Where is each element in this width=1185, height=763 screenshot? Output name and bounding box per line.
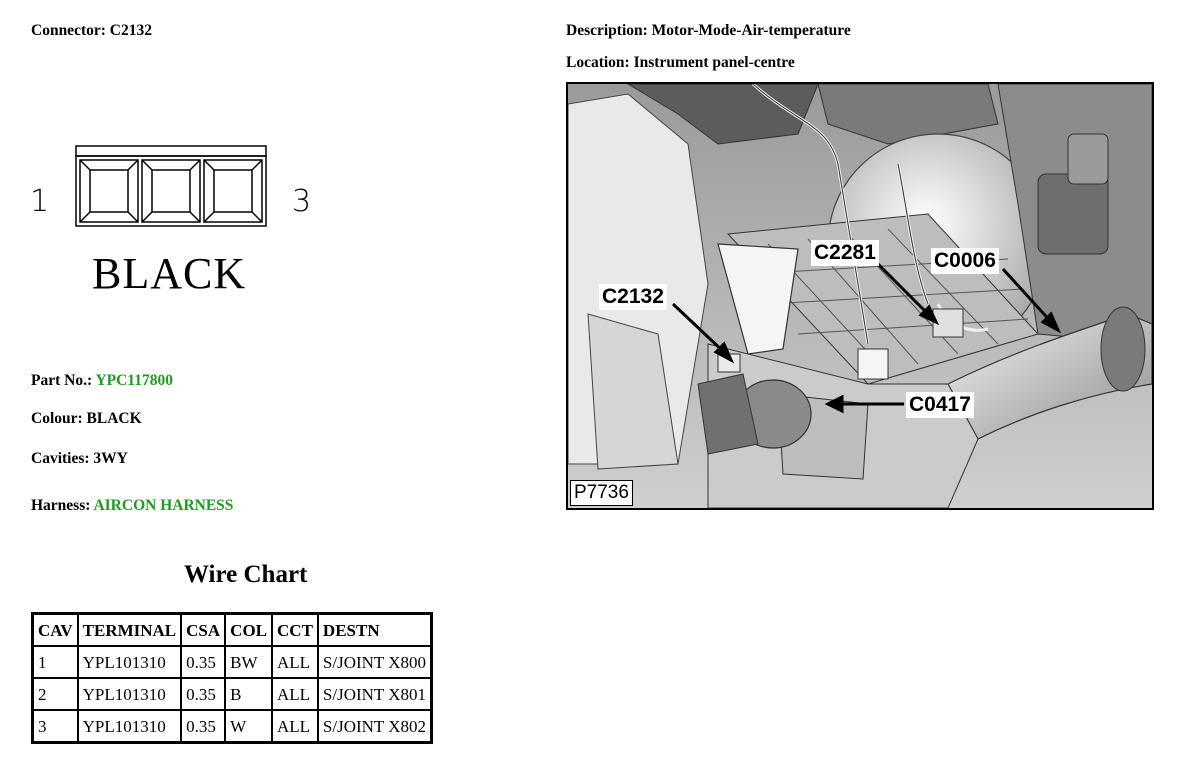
cavities-value: 3WY bbox=[93, 450, 128, 467]
column-header-cav: CAV bbox=[33, 614, 78, 647]
colour-line bbox=[31, 410, 142, 428]
column-header-col: COL bbox=[225, 614, 272, 647]
cell-cct: ALL bbox=[272, 646, 318, 678]
colour-label: Colour: bbox=[31, 410, 83, 427]
cell-destn: S/JOINT X800 bbox=[318, 646, 432, 678]
part-number-link[interactable]: YPC117800 bbox=[95, 372, 173, 389]
cell-cav: 2 bbox=[33, 678, 78, 710]
cell-cav: 3 bbox=[33, 710, 78, 743]
location-photo bbox=[566, 82, 1154, 510]
location-line bbox=[566, 54, 795, 72]
connector-id: C2132 bbox=[109, 22, 152, 39]
cell-cav: 1 bbox=[33, 646, 78, 678]
table-row bbox=[33, 678, 432, 710]
pin-number-last: 3 bbox=[292, 184, 312, 219]
location-label: Location: bbox=[566, 54, 630, 71]
connector-colour-text: BLACK bbox=[92, 249, 247, 298]
column-header-cct: CCT bbox=[272, 614, 318, 647]
column-header-csa: CSA bbox=[181, 614, 225, 647]
location-value: Instrument panel-centre bbox=[633, 54, 795, 71]
colour-value: BLACK bbox=[86, 410, 142, 427]
cell-destn: S/JOINT X801 bbox=[318, 678, 432, 710]
column-header-terminal: TERMINAL bbox=[78, 614, 182, 647]
callout-c0006: C0006 bbox=[931, 248, 999, 274]
cell-col: B bbox=[225, 678, 272, 710]
column-header-destn: DESTN bbox=[318, 614, 432, 647]
connector-label: Connector: bbox=[31, 22, 106, 39]
wire-chart-title: Wire Chart bbox=[184, 561, 308, 588]
harness-line bbox=[31, 497, 233, 515]
cell-csa: 0.35 bbox=[181, 710, 225, 743]
description-value: Motor-Mode-Air-temperature bbox=[651, 22, 851, 39]
cell-terminal: YPL101310 bbox=[78, 646, 182, 678]
cell-terminal: YPL101310 bbox=[78, 678, 182, 710]
part-number-label: Part No.: bbox=[31, 372, 93, 389]
pin-number-first: 1 bbox=[30, 184, 50, 219]
cavities-line bbox=[31, 450, 128, 468]
table-header-row bbox=[33, 614, 432, 647]
cell-cct: ALL bbox=[272, 710, 318, 743]
cell-terminal: YPL101310 bbox=[78, 710, 182, 743]
part-number-line bbox=[31, 372, 173, 390]
cell-cct: ALL bbox=[272, 678, 318, 710]
cell-col: W bbox=[225, 710, 272, 743]
connector-heading bbox=[31, 22, 152, 40]
cavities-label: Cavities: bbox=[31, 450, 90, 467]
table-row bbox=[33, 710, 432, 743]
figure-number: P7736 bbox=[570, 480, 633, 506]
harness-label: Harness: bbox=[31, 497, 91, 514]
description-line bbox=[566, 22, 851, 40]
cell-destn: S/JOINT X802 bbox=[318, 710, 432, 743]
connector-face-diagram bbox=[74, 144, 270, 228]
cell-col: BW bbox=[225, 646, 272, 678]
cell-csa: 0.35 bbox=[181, 646, 225, 678]
table-row bbox=[33, 646, 432, 678]
harness-link[interactable]: AIRCON HARNESS bbox=[93, 497, 234, 514]
callout-c2132: C2132 bbox=[599, 284, 667, 310]
wire-chart-table bbox=[31, 612, 433, 744]
callout-c2281: C2281 bbox=[811, 240, 879, 266]
description-label: Description: bbox=[566, 22, 648, 39]
cell-csa: 0.35 bbox=[181, 678, 225, 710]
callout-c0417: C0417 bbox=[906, 392, 974, 418]
